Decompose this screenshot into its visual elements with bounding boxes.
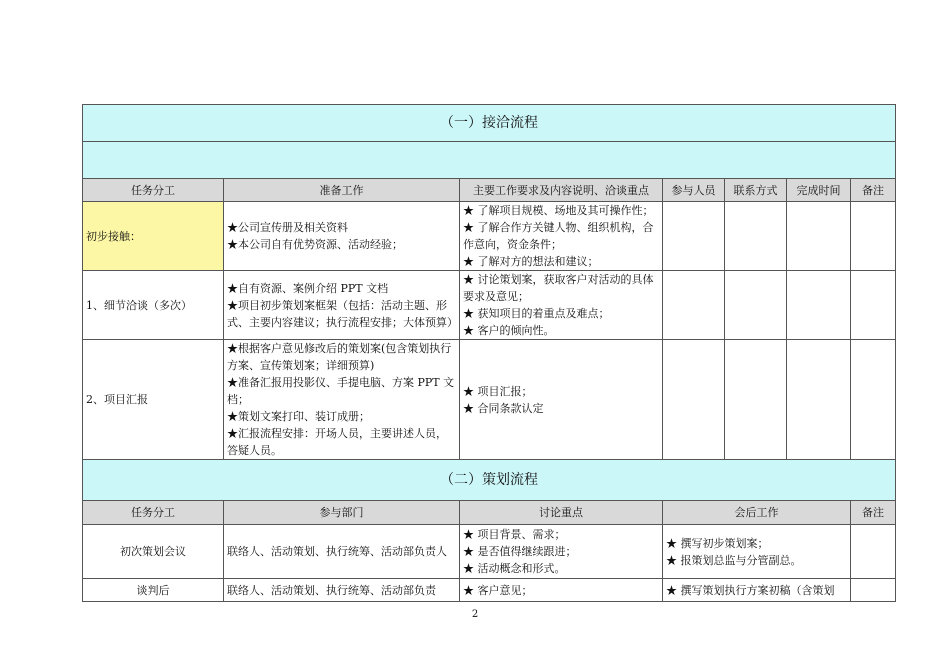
contact-cell	[725, 202, 787, 271]
prep-line: ★策划文案打印、装订成册；	[227, 410, 370, 423]
deadline-cell	[787, 271, 851, 340]
header-deadline: 完成时间	[787, 179, 851, 202]
deadline-cell	[787, 340, 851, 460]
header-contact: 联系方式	[725, 179, 787, 202]
prep-line: ★项目初步策划案框架（包括：活动主题、形式、主要内容建议；执行流程安排；大体预算）	[227, 298, 458, 329]
task-cell: 1、细节洽谈（多次）	[83, 271, 224, 340]
points-cell	[460, 271, 663, 340]
point-line: ★ 了解合作方关键人物、组织机构，合作意向，资金条件；	[463, 221, 654, 251]
point-line: ★ 获知项目的着重点及难点；	[463, 307, 610, 320]
prep-line: ★根据客户意见修改后的策划案(包含策划执行方案、宣传策划案；详细预算)	[227, 342, 452, 372]
header-prep: 准备工作	[224, 179, 460, 202]
departments-cell: 联络人、活动策划、执行统筹、活动部负责人	[224, 525, 460, 579]
header-task: 任务分工	[83, 179, 224, 202]
point-line: ★ 客户意见；	[463, 583, 533, 597]
followup-line: ★ 撰写初步策划案；	[666, 536, 769, 550]
prep-line: ★准备汇报用投影仪、手提电脑、方案 PPT 文档；	[227, 376, 455, 406]
header-remarks: 备注	[851, 179, 896, 202]
remarks-cell	[851, 340, 896, 460]
task-cell: 谈判后	[83, 579, 224, 602]
participants-cell	[663, 202, 725, 271]
header-remarks: 备注	[851, 501, 896, 525]
header-departments: 参与部门	[224, 501, 460, 525]
departments-line: 联络人、活动策划、执行统筹、活动部负责	[227, 583, 436, 597]
participants-cell	[663, 340, 725, 460]
points-cell	[460, 340, 663, 460]
point-line: ★ 活动概念和形式。	[463, 562, 566, 575]
task-cell: 初次策划会议	[83, 525, 224, 579]
page-number: 2	[471, 609, 479, 620]
point-line: ★ 了解对方的想法和建议；	[463, 255, 599, 268]
planning-process-table	[82, 459, 896, 602]
followup-line: ★ 报策划总监与分管副总。	[666, 553, 802, 567]
task-cell: 2、项目汇报	[83, 340, 224, 460]
section1-blank-band	[83, 142, 896, 179]
prep-line: ★公司宣传册及相关资料	[227, 221, 348, 234]
point-line: ★ 了解项目规模、场地及其可操作性；	[463, 204, 654, 217]
prep-cell	[224, 202, 460, 271]
point-line: ★ 是否值得继续跟进；	[463, 545, 577, 558]
point-line: ★ 项目汇报；	[463, 384, 533, 398]
point-line: ★ 项目背景、需求；	[463, 528, 566, 541]
followup-cell	[663, 525, 851, 579]
prep-cell	[224, 340, 460, 460]
section1-title: （一）接洽流程	[83, 105, 896, 142]
followup-cell	[663, 579, 851, 602]
discussion-cell	[460, 579, 663, 602]
header-followup: 会后工作	[663, 501, 851, 525]
remarks-cell	[851, 579, 896, 602]
section2-title: （二）策划流程	[83, 460, 896, 501]
prep-line: ★汇报流程安排：开场人员，主要讲述人员，答疑人员。	[227, 427, 447, 457]
header-discussion: 讨论重点	[460, 501, 663, 525]
point-line: ★ 客户的倾向性。	[463, 324, 555, 337]
contact-cell	[725, 340, 787, 460]
points-cell	[460, 202, 663, 271]
participants-cell	[663, 271, 725, 340]
prep-line: ★本公司自有优势资源、活动经验；	[227, 238, 403, 251]
remarks-cell	[851, 271, 896, 340]
prep-line: ★自有资源、案例介绍 PPT 文档	[227, 281, 389, 295]
point-line: ★ 合同条款认定	[463, 401, 544, 415]
deadline-cell	[787, 202, 851, 271]
prep-cell	[224, 271, 460, 340]
remarks-cell	[851, 202, 896, 271]
remarks-cell	[851, 525, 896, 579]
task-cell: 初步接触：	[83, 202, 224, 271]
departments-cell	[224, 579, 460, 602]
discussion-cell	[460, 525, 663, 579]
header-task: 任务分工	[83, 501, 224, 525]
contact-cell	[725, 271, 787, 340]
reception-process-table	[82, 104, 896, 459]
header-participants: 参与人员	[663, 179, 725, 202]
point-line: ★ 讨论策划案，获取客户对活动的具体要求及意见；	[463, 273, 654, 303]
header-points: 主要工作要求及内容说明、洽谈重点	[460, 179, 663, 202]
followup-line: ★ 撰写策划执行方案初稿（含策划	[666, 583, 835, 597]
